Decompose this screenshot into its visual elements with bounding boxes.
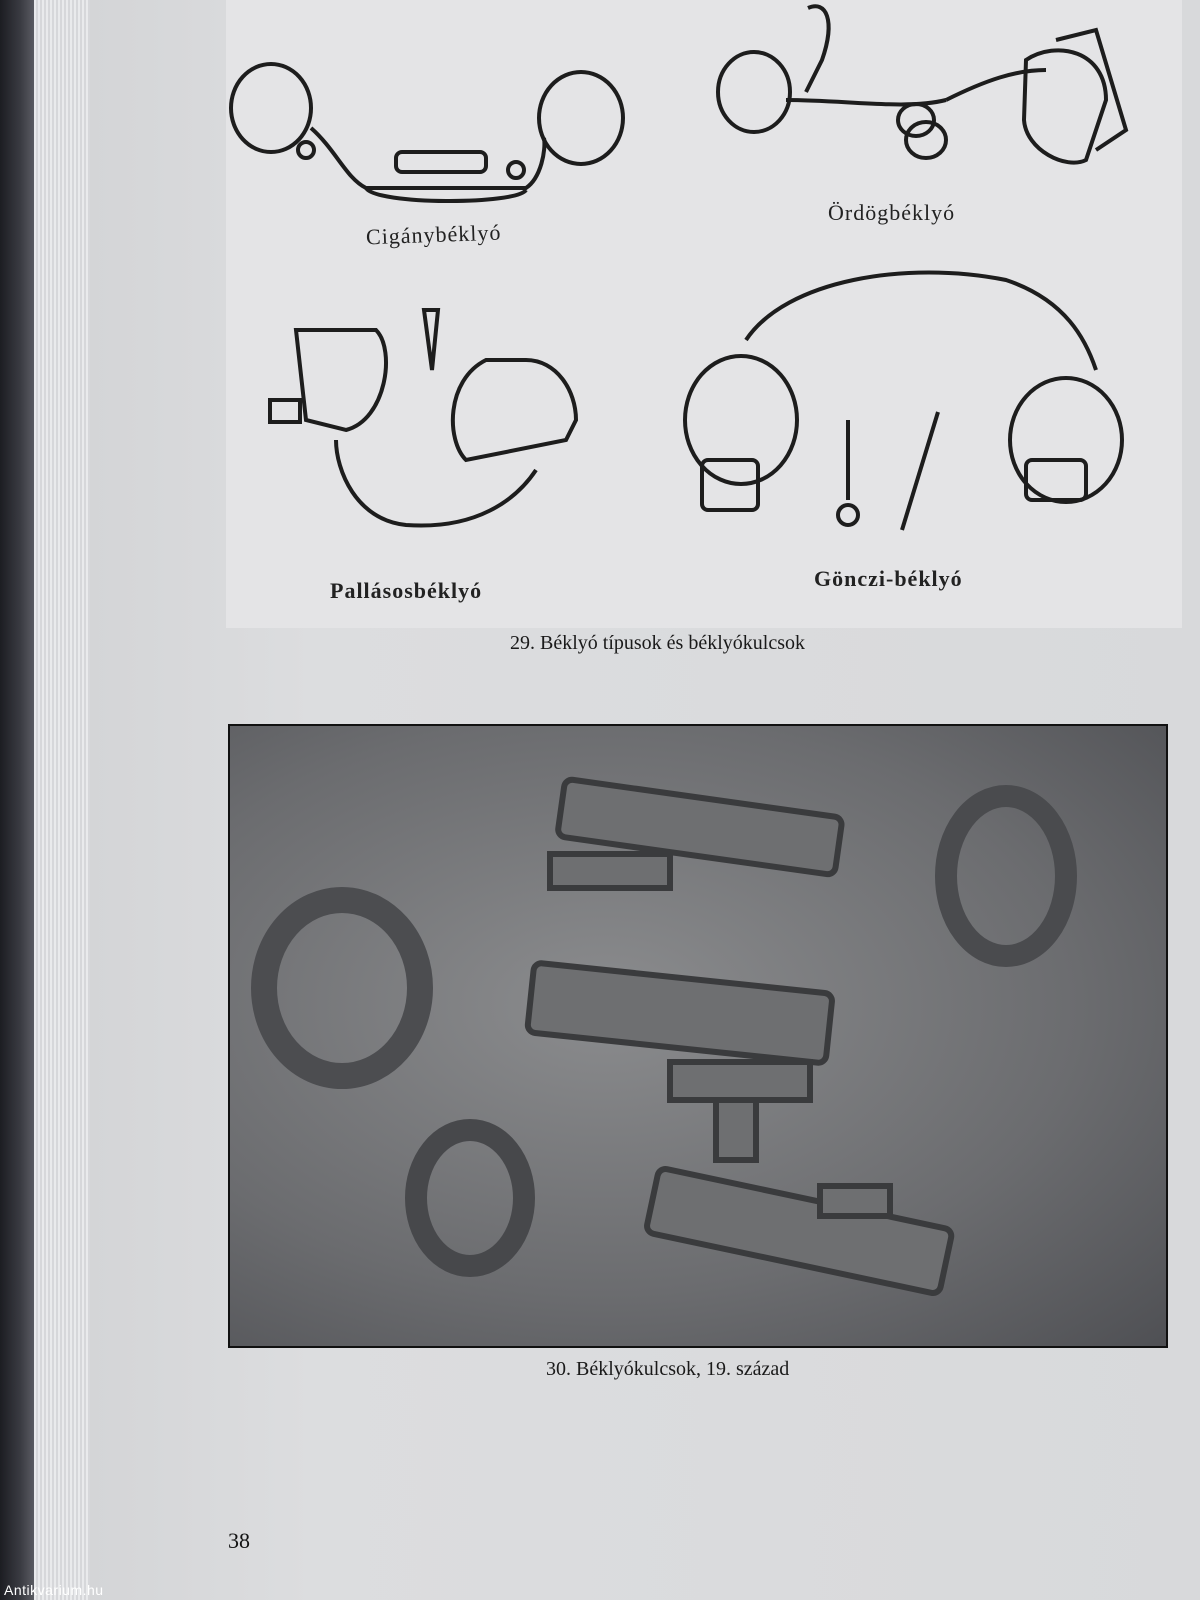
figure-29-illustration [226, 0, 1182, 628]
figure-30-caption: 30. Béklyókulcsok, 19. század [546, 1358, 790, 1380]
page-edges [34, 0, 92, 1600]
background-desk [0, 0, 34, 1600]
shackles-drawing [226, 0, 1182, 628]
page-number: 38 [228, 1528, 250, 1553]
label-ordogbeklyo: Ördögbéklyó [828, 200, 956, 225]
label-pallasosbeklyo: Pallásosbéklyó [330, 578, 483, 603]
keys-photo [230, 726, 1166, 1346]
figure-30-photo-keys [228, 724, 1168, 1348]
watermark: Antikvarium.hu [4, 1582, 104, 1598]
label-gonczi-beklyo: Gönczi-béklyó [814, 566, 963, 591]
label-ciganybeklyo: Cigánybéklyó [365, 219, 502, 250]
figure-29-caption: 29. Béklyó típusok és béklyókulcsok [510, 632, 805, 654]
